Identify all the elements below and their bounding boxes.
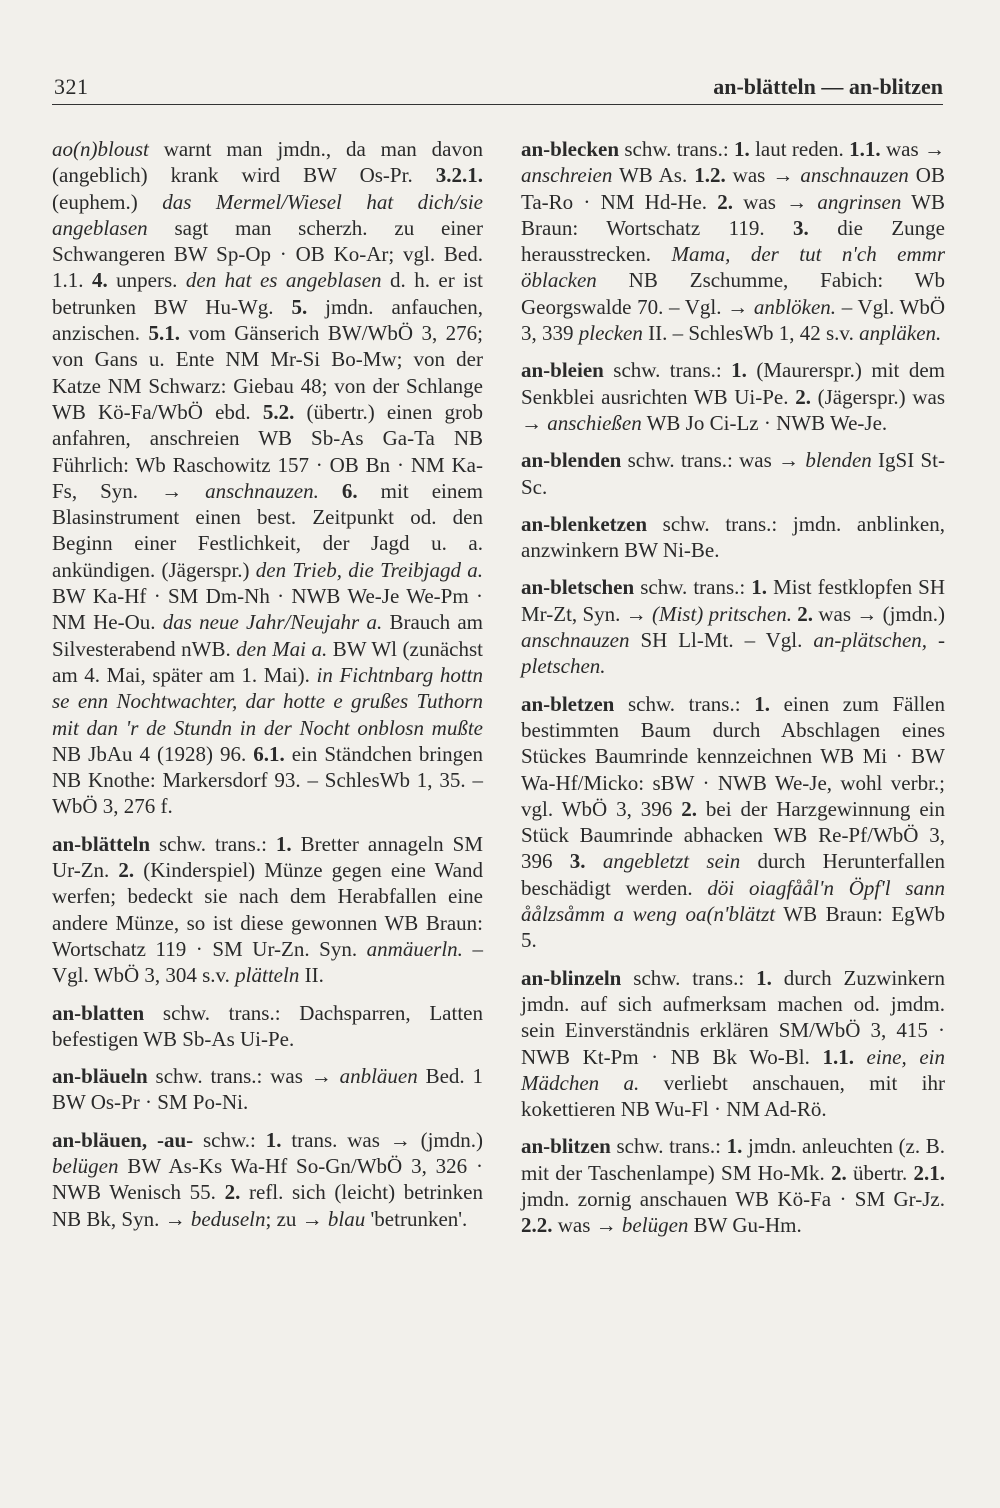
entry-text: was → (jmdn.) [813, 601, 945, 626]
entry-text: schw.: [193, 1127, 266, 1152]
italic-text: anschreien [521, 163, 613, 188]
italic-text: döi oiagfåål'n Öpf'l sann åålzsåmm a weng oa(n'blätzt [521, 875, 946, 927]
entry-text: Bed. 1 BW Os-Pr · SM Po-Ni. [52, 1064, 484, 1115]
italic-text: plecken [578, 321, 643, 346]
italic-text: das neue Jahr/Neujahr a. [162, 610, 383, 635]
entry-text [586, 849, 603, 873]
sense-number: 2. [797, 601, 814, 626]
entry-text: einen zum Fällen bestimmten Baum durch Abschlagen eines Stückes Baumrinde kennzeichnen WB Mi · BW Wa-Hf/Micko: sBW · NWB We-Je, wohl verbr.; vgl. WbÖ 3, 396 [521, 691, 945, 821]
entry-text: trans. was → (jmdn.) [281, 1127, 483, 1152]
dictionary-entry [52, 1063, 483, 1116]
sense-number: 3. [569, 849, 586, 874]
running-header [52, 74, 943, 105]
entry-text: unpers. [107, 268, 186, 293]
italic-text: angebletzt sein [602, 849, 741, 874]
italic-text: blenden [805, 448, 872, 473]
entry-text: BW Gu-Hm. [688, 1213, 802, 1238]
entry-headword: an-blenketzen [521, 511, 647, 536]
entry-text: schw. trans.: [634, 575, 752, 600]
entry-text: (euphem.) [52, 189, 163, 214]
sense-number: 2. [717, 189, 734, 214]
sense-number: 1. [726, 1134, 743, 1159]
entry-text: BW As-Ks Wa-Hf So-Gn/WbÖ 3, 326 · NWB Wenisch 55. [52, 1153, 483, 1205]
left-column [52, 136, 483, 1232]
italic-text: ao(n)bloust [52, 137, 149, 161]
entry-text: durch Herunterfallen beschädigt werden. [521, 849, 946, 900]
entry-text: Bretter annageln SM Ur-Zn. [52, 831, 484, 883]
entry-text: schw. trans.: Dachsparren, Latten befestigen WB Sb-As Ui-Pe. [52, 1000, 483, 1051]
dictionary-entry [52, 831, 483, 989]
entry-text: WB Jo Ci-Lz · NWB We-Je. [641, 410, 888, 435]
italic-text: anschnauzen [521, 628, 630, 653]
sense-number: 2. [681, 796, 697, 821]
running-title: an-blätteln — an-blitzen [713, 74, 943, 99]
sense-number: 2. [795, 384, 811, 409]
entry-text: (übertr.) einen grob anfahren, anschreien WB Sb-As Ga-Ta NB Führlich: Wb Raschowitz 157 · OB Bn · NM Ka-Fs, Syn. → [52, 399, 483, 503]
entry-text: NB JbAu 4 (1928) 96. [52, 741, 254, 766]
sense-number: 1. [756, 965, 772, 990]
entry-headword: an-bletzen [521, 691, 615, 716]
dictionary-entry [521, 357, 945, 436]
entry-text: was → [552, 1213, 622, 1238]
entry-headword: an-blenden [521, 448, 622, 473]
italic-text: (Mist) pritschen. [651, 601, 792, 626]
entry-text: jmdn. zornig anschauen WB Kö-Fa · SM Gr-Jz. [521, 1186, 945, 1211]
italic-text: anblöken. [753, 294, 837, 319]
entry-text: II. – SchlesWb 1, 42 s.v. [642, 321, 860, 346]
entry-headword: an-bletschen [521, 575, 635, 600]
entry-text: (Jägerspr.) was → [521, 384, 945, 435]
italic-text: anbläuen [339, 1064, 418, 1089]
italic-text: blau [327, 1206, 366, 1231]
entry-text: OB Ta-Ro · NM Hd-He. [521, 163, 945, 214]
italic-text: angrinsen [817, 189, 902, 214]
sense-number: 6. [341, 478, 358, 503]
right-column [521, 136, 945, 1239]
entry-headword: an-blätteln [52, 831, 151, 856]
entry-text: NB Zschumme, Fabich: Wb Georgswalde 70. – Vgl. → [521, 268, 945, 319]
entry-text: laut reden. [749, 137, 850, 161]
entry-text: warnt man jmdn., da man davon (angeblich) krank wird BW Os-Pr. [52, 137, 483, 188]
entry-text: SH Ll-Mt. – Vgl. [629, 628, 814, 653]
entry-headword: an-blitzen [521, 1134, 611, 1159]
italic-text: den hat es angeblasen [185, 268, 382, 293]
italic-text: belügen [621, 1213, 689, 1238]
italic-text: beduseln [190, 1206, 266, 1231]
sense-number: 2. [831, 1160, 847, 1185]
entry-text: ein Ständchen bringen NB Knothe: Markersdorf 93. – SchlesWb 1, 35. – WbÖ 3, 276 f. [52, 741, 484, 819]
entry-text: WB Braun: Wortschatz 119. [521, 189, 945, 240]
dictionary-entry [521, 511, 945, 564]
dictionary-entry [52, 1127, 483, 1232]
sense-number: 3. [793, 215, 809, 240]
entry-text: schw. trans.: [621, 965, 757, 990]
sense-number: 1. [751, 575, 768, 600]
italic-text: anschnauzen [800, 163, 909, 188]
entry-text: was → [725, 163, 801, 188]
sense-number: 1.1. [849, 137, 881, 161]
entry-text: was → [733, 189, 818, 214]
dictionary-entry [521, 574, 945, 679]
italic-text: anpläken. [859, 321, 942, 346]
entry-headword: an-bleien [521, 358, 604, 383]
entry-text: die Zunge herausstrecken. [521, 215, 946, 267]
entry-text: (Kinderspiel) Münze gegen eine Wand werfen; bedeckt sie nach dem Herabfallen eine andere Münze, so ist diese gewonnen WB Braun: Wortschatz 119 · SM Ur-Zn. Syn. [52, 858, 483, 961]
sense-number: 5.2. [262, 399, 295, 424]
entry-text [319, 479, 342, 503]
entry-text: vom Gänserich BW/WbÖ 3, 276; von Gans u. Ente NM Mr-Si Bo-Mw; von der Katze NM Schwarz: Giebau 48; von der Schlange WB Kö-Fa/WbÖ ebd. [52, 321, 483, 424]
entry-text: (Maurerspr.) mit dem Senkblei ausrichten WB Ui-Pe. [521, 358, 945, 409]
sense-number: 2. [224, 1180, 241, 1205]
sense-number: 1.1. [822, 1044, 854, 1069]
italic-text: an-plätschen, -pletschen. [521, 628, 945, 679]
sense-number: 1. [754, 691, 770, 716]
entry-text: jmdn. anfauchen, anzischen. [52, 294, 483, 346]
entry-headword: an-bläuen, -au- [52, 1127, 194, 1152]
entry-text: refl. sich (leicht) betrinken NB Bk, Syn. → [52, 1180, 484, 1231]
sense-number: 1. [734, 137, 750, 161]
sense-number: 2.2. [521, 1213, 553, 1238]
entry-text: übertr. [846, 1160, 914, 1185]
italic-text: in Fichtnbarg hottn se enn Nochtwachter, dar hotte e grußes Tuthorn mit dan 'r de Stundn in der Nocht onblosn mußte [52, 662, 483, 740]
dictionary-entry [521, 1133, 945, 1238]
italic-text: den Mai a. [236, 636, 328, 661]
entry-text: sagt man scherzh. zu einer Schwangeren BW Sp-Op · OB Ko-Ar; vgl. Bed. 1.1. [52, 215, 483, 293]
italic-text: das Mermel/Wiesel hat dich/sie angeblasen [52, 189, 483, 240]
dictionary-entry [521, 691, 945, 954]
italic-text: Mama, der tut n'ch emmr öblacken [521, 242, 945, 293]
entry-text: schw. trans.: [619, 137, 734, 161]
entry-text: II. [299, 963, 324, 988]
italic-text: den Trieb, die Treibjagd a. [255, 557, 483, 582]
italic-text: anschießen [547, 410, 642, 435]
sense-number: 2.1. [913, 1160, 946, 1185]
entry-text: Mist festklopfen SH Mr-Zt, Syn. → [521, 575, 945, 626]
sense-number: 1.2. [694, 163, 726, 188]
entry-text: was → [880, 137, 945, 161]
entry-headword: an-blinzeln [521, 965, 622, 990]
entry-headword: an-blecken [521, 137, 620, 161]
sense-number: 2. [118, 858, 135, 883]
italic-text: plätteln [235, 963, 300, 988]
sense-number: 1. [275, 831, 292, 856]
entry-text: mit einem Blasinstrument einen best. Zeitpunkt od. den Beginn einer Festlichkeit, der Jagd u. a. ankündigen. (Jägerspr.) [52, 478, 484, 582]
italic-text: anschnauzen. [205, 478, 319, 503]
dictionary-entry [521, 136, 945, 346]
sense-number: 5. [291, 294, 308, 319]
entry-text: – Vgl. WbÖ 3, 339 [521, 294, 945, 346]
sense-number: 3.2.1. [435, 163, 483, 188]
sense-number: 5.1. [148, 321, 180, 346]
entry-text: schw. trans.: [603, 358, 732, 383]
entry-text: 'betrunken'. [365, 1206, 468, 1231]
entry-text: schw. trans.: [150, 831, 276, 856]
entry-text: IgSI St-Sc. [521, 448, 945, 499]
entry-text: ; zu → [265, 1206, 328, 1231]
entry-text: schw. trans.: [610, 1134, 727, 1159]
entry-text: Brauch am Silvesterabend nWB. [52, 610, 484, 661]
entry-text: d. h. er ist betrunken BW Hu-Wg. [52, 268, 484, 319]
entry-text: schw. trans.: was → [147, 1064, 340, 1089]
dictionary-entry [521, 965, 945, 1123]
entry-text: BW Ka-Hf · SM Dm-Nh · NWB We-Je We-Pm · NM He-Ou. [52, 584, 483, 635]
sense-number: 4. [91, 268, 108, 293]
entry-text: – Vgl. WbÖ 3, 304 s.v. [52, 936, 483, 988]
sense-number: 1. [265, 1127, 282, 1152]
entry-text: schw. trans.: jmdn. anblinken, anzwinkern BW Ni-Be. [521, 511, 945, 563]
dictionary-entry [52, 1000, 483, 1053]
entry-text: bei der Harzgewinnung ein Stück Baumrinde abhacken WB Re-Pf/WbÖ 3, 396 [521, 796, 945, 874]
entry-text: jmdn. anleuchten (z. B. mit der Taschenlampe) SM Ho-Mk. [521, 1134, 945, 1185]
entry-text: verliebt anschauen, mit ihr kokettieren NB Wu-Fl · NM Ad-Rö. [521, 1070, 945, 1122]
sense-number: 6.1. [253, 741, 285, 766]
page-number: 321 [54, 74, 89, 99]
entry-headword: an-bläueln [52, 1064, 148, 1089]
entry-text: BW Wl (zunächst am 4. Mai, später am 1. Mai). [52, 636, 483, 687]
entry-text [854, 1045, 867, 1069]
entry-text: schw. trans.: was → [621, 448, 806, 473]
italic-text: eine, ein Mädchen a. [521, 1044, 945, 1095]
entry-text: durch Zuzwinkern jmdn. auf sich aufmerksam machen od. jmdm. sein Einverständnis erklären SM/WbÖ 3, 415 · NWB Kt-Pm · NB Bk Wo-Bl. [521, 965, 945, 1069]
sense-number: 1. [731, 358, 747, 383]
entry-continuation [52, 136, 483, 820]
italic-text: belügen [52, 1153, 119, 1178]
entry-text: WB Braun: EgWb 5. [521, 902, 945, 953]
entry-headword: an-blatten [52, 1000, 145, 1025]
entry-text: schw. trans.: [614, 691, 755, 716]
entry-text: WB As. [612, 163, 695, 188]
italic-text: anmäuerln. [366, 936, 463, 961]
dictionary-entry [521, 447, 945, 500]
